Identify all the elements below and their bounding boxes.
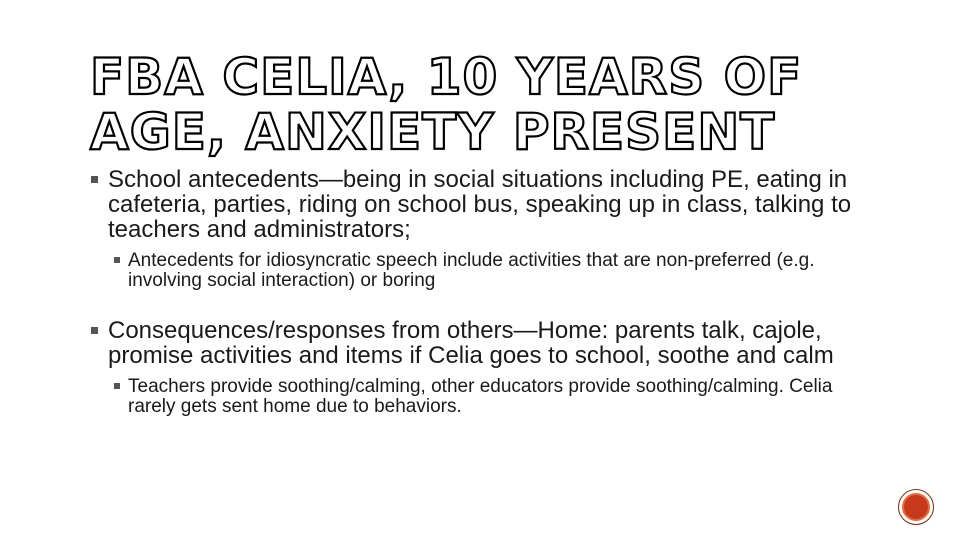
logo-ring (902, 493, 930, 521)
bullet-level-2 (88, 251, 868, 291)
square-bullet-icon (114, 257, 120, 263)
circle-logo-icon (898, 489, 934, 525)
slide-content (88, 167, 868, 444)
sub-bullet-text: Teachers provide soothing/calming, other educators provide soothing/calming. Celia rarely gets sent home due to behaviors. (128, 376, 833, 417)
square-bullet-icon (91, 327, 98, 334)
square-bullet-icon (114, 383, 120, 389)
bullet-level-1 (88, 167, 868, 242)
bullet-text: Consequences/responses from others—Home: parents talk, cajole, promise activities and items if Celia goes to school, soothe and calm (108, 317, 834, 369)
sub-bullet-text: Antecedents for idiosyncratic speech include activities that are non-preferred (e.g. involving social interaction) or boring (128, 250, 815, 291)
bullet-text: School antecedents—being in social situations including PE, eating in cafeteria, parties, riding on school bus, speaking up in class, talking to teachers and administrators; (108, 166, 852, 243)
bullet-level-1 (88, 318, 868, 368)
square-bullet-icon (91, 176, 98, 183)
bullet-level-2 (88, 377, 868, 417)
slide-title: FBA CELIA, 10 YEARS OF AGE, ANXIETY PRESENT (90, 48, 803, 161)
